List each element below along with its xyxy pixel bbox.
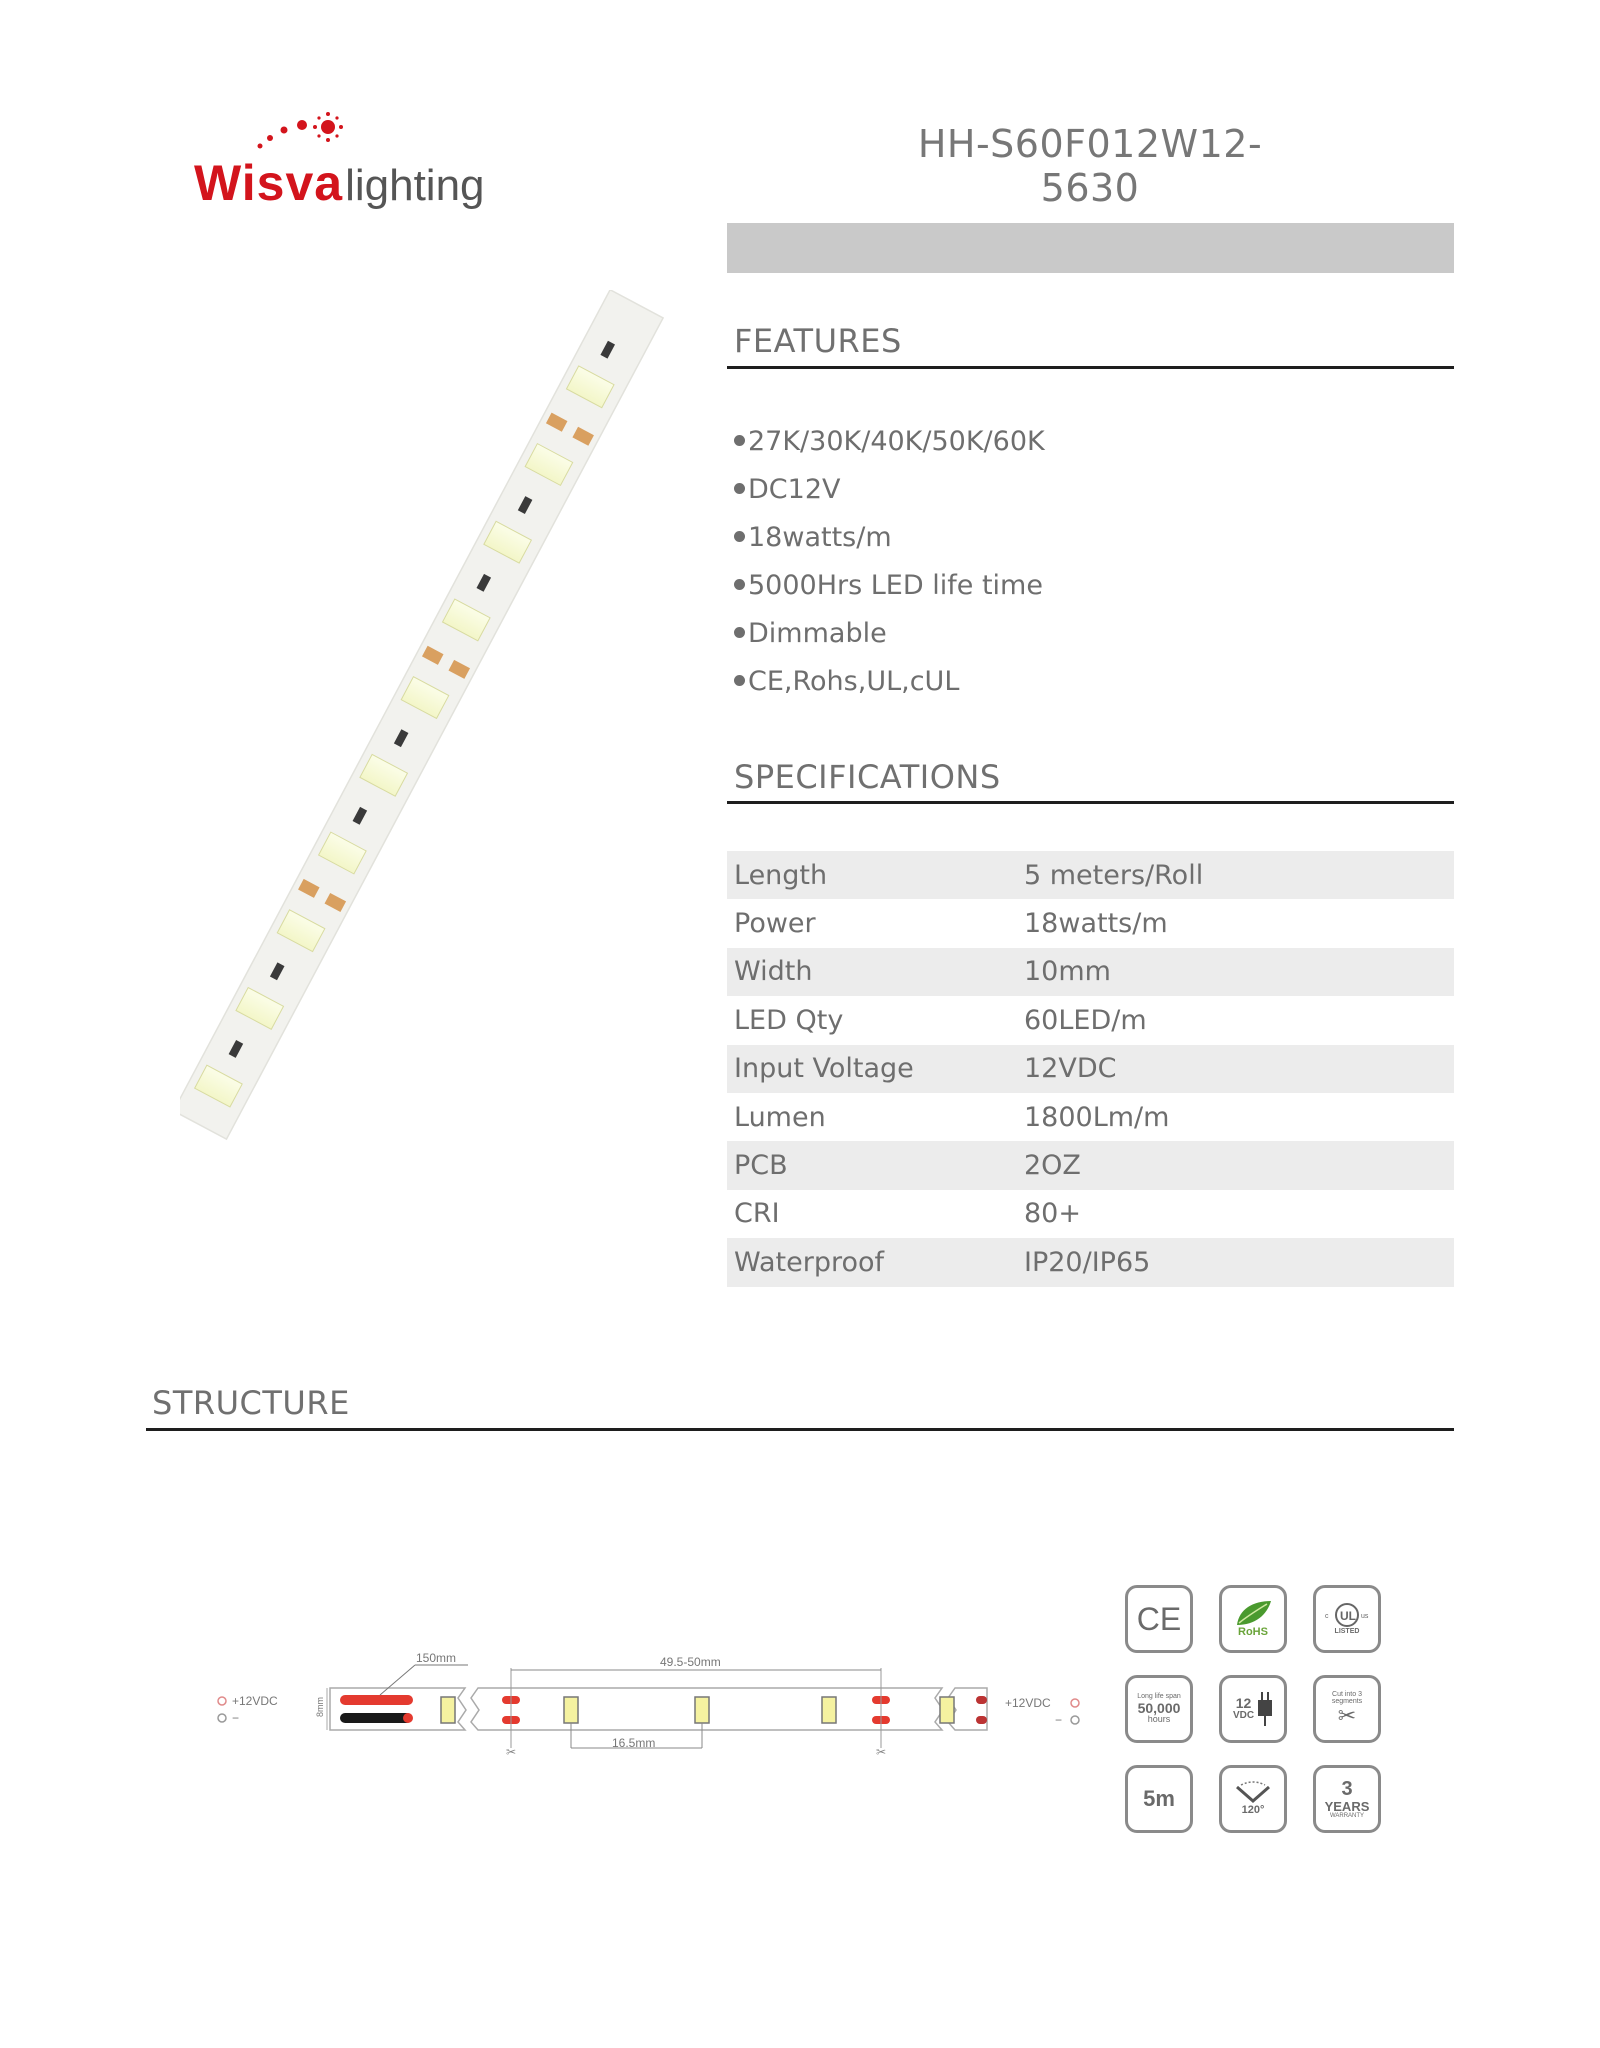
model-number: HH-S60F012W12-5630: [917, 122, 1263, 210]
wire-length-label: 150mm: [416, 1651, 457, 1665]
feature-item: DC12V: [734, 466, 1045, 514]
plug-icon: [1257, 1692, 1273, 1726]
table-row: [727, 1190, 1454, 1238]
spec-value: 18watts/m: [1024, 908, 1168, 940]
spec-value: 80+: [1024, 1198, 1081, 1230]
feature-item: Dimmable: [734, 610, 1045, 658]
bullet-icon: [734, 435, 745, 446]
brand-logo: [194, 112, 494, 222]
spec-label: Lumen: [734, 1101, 826, 1133]
structure-divider: [146, 1428, 1454, 1431]
left-negative-label: −: [232, 1711, 240, 1725]
spec-value: 60LED/m: [1024, 1004, 1147, 1036]
right-positive-label: +12VDC: [1005, 1696, 1051, 1710]
table-row: [727, 1238, 1454, 1286]
feature-item: 18watts/m: [734, 514, 1045, 562]
cut-icon: Cut into 3 segments ✂: [1313, 1675, 1381, 1743]
spec-label: Length: [727, 851, 1017, 899]
ce-mark-icon: CE: [1125, 1585, 1193, 1653]
svg-text:c: c: [1325, 1613, 1329, 1621]
features-divider: [727, 366, 1454, 369]
specifications-heading: SPECIFICATIONS: [734, 758, 1001, 796]
spec-label: LED Qty: [734, 1004, 844, 1036]
width-label: 8mm: [315, 1697, 325, 1717]
table-row: [727, 948, 1454, 996]
structure-heading: STRUCTURE: [152, 1384, 350, 1422]
table-row: [727, 851, 1454, 899]
spec-value: IP20/IP65: [1017, 1238, 1454, 1286]
length-icon: 5m: [1125, 1765, 1193, 1833]
bullet-icon: [734, 531, 745, 542]
spec-label: CRI: [734, 1198, 780, 1230]
table-row: [727, 1045, 1454, 1093]
spec-value: 12VDC: [1017, 1045, 1454, 1093]
svg-text:us: us: [1361, 1613, 1369, 1621]
warranty-icon: 3 YEARS WARRANTY: [1313, 1765, 1381, 1833]
bullet-icon: [734, 675, 745, 686]
scissors-icon: ✂: [1337, 1703, 1357, 1729]
spec-label: Waterproof: [727, 1238, 1017, 1286]
lifespan-icon: Long life span 50,000 hours: [1125, 1675, 1193, 1743]
svg-text:✂: ✂: [506, 1745, 517, 1759]
features-heading: FEATURES: [734, 322, 902, 360]
voltage-icon: 12 VDC: [1219, 1675, 1287, 1743]
logo-dots-icon: [254, 112, 364, 152]
left-positive-label: +12VDC: [232, 1694, 278, 1708]
specifications-divider: [727, 801, 1454, 804]
feature-item: 5000Hrs LED life time: [734, 562, 1045, 610]
spec-label: Input Voltage: [727, 1045, 1017, 1093]
feature-item: CE,Rohs,UL,cUL: [734, 658, 1045, 706]
feature-item: 27K/30K/40K/50K/60K: [734, 418, 1045, 466]
table-row: [727, 899, 1454, 947]
ul-logo-icon: [1324, 1602, 1370, 1628]
spec-value: 10mm: [1017, 948, 1454, 996]
bullet-icon: [734, 579, 745, 590]
bullet-icon: [734, 483, 745, 494]
table-row: [727, 1093, 1454, 1141]
right-negative-label: −: [1055, 1713, 1063, 1727]
certification-icons: [1125, 1585, 1395, 1845]
svg-text:UL: UL: [1340, 1609, 1356, 1624]
svg-text:✂: ✂: [876, 1745, 887, 1759]
spec-label: Power: [734, 908, 816, 940]
spec-value: 5 meters/Roll: [1017, 851, 1454, 899]
brand-name: Wisvalighting: [194, 155, 485, 211]
structure-diagram: [200, 1640, 1100, 1770]
bullet-icon: [734, 627, 745, 638]
led-strip-photo: [180, 290, 680, 1150]
table-row: [727, 996, 1454, 1044]
spec-value: 1800Lm/m: [1024, 1101, 1170, 1133]
table-row: [727, 1141, 1454, 1189]
header-band: [727, 223, 1454, 273]
spec-value: 2OZ: [1017, 1141, 1454, 1189]
strip-schematic: [200, 1640, 1100, 1770]
features-list: [734, 418, 1045, 706]
spec-label: Width: [727, 948, 1017, 996]
cut-length-label: 49.5-50mm: [660, 1655, 721, 1669]
angle-icon: [1233, 1781, 1273, 1805]
leaf-icon: [1233, 1599, 1273, 1627]
specifications-table: [727, 851, 1454, 1287]
rohs-icon: RoHS: [1219, 1585, 1287, 1653]
spec-label: PCB: [727, 1141, 1017, 1189]
beam-angle-icon: 120°: [1219, 1765, 1287, 1833]
ul-listed-icon: UL c us LISTED: [1313, 1585, 1381, 1653]
led-pitch-label: 16.5mm: [612, 1736, 656, 1750]
